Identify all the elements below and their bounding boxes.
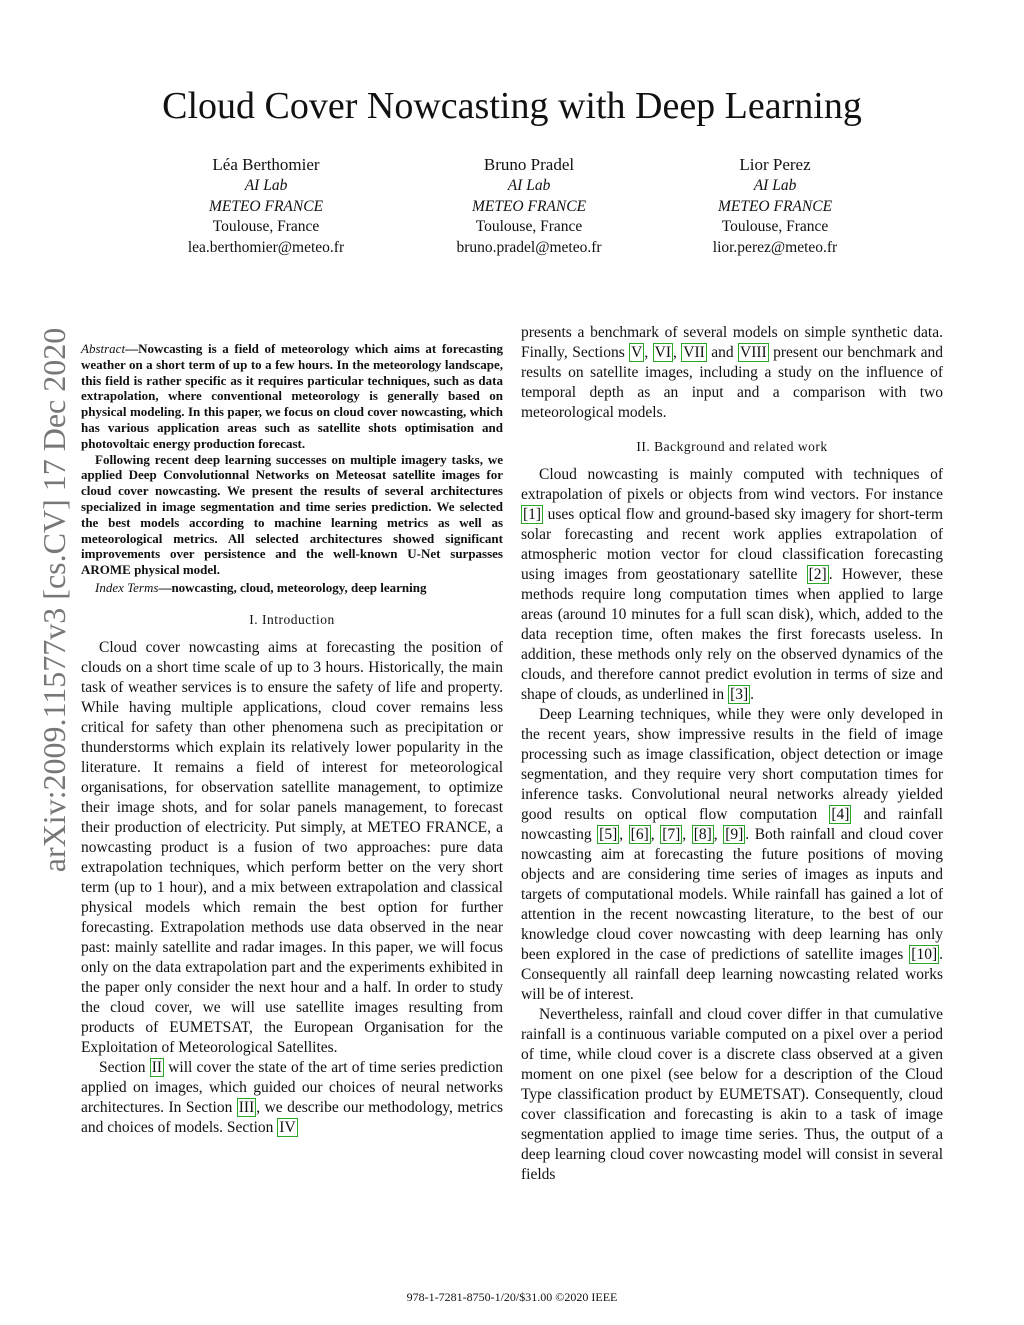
text-run: ,	[644, 344, 653, 361]
citation-link[interactable]: [9]	[725, 826, 744, 843]
author-name: Bruno Pradel	[483, 155, 575, 174]
left-column	[81, 341, 503, 1138]
abstract-paragraph-1	[81, 341, 503, 452]
citation-link[interactable]: [4]	[831, 806, 850, 823]
text-run: will cover the state of the art of time series prediction applied on images, which guided our choices of neural networks architectures. In Section	[81, 1058, 503, 1116]
paper-title: Cloud Cover Nowcasting with Deep Learning	[162, 85, 862, 127]
background-paragraph-3: Nevertheless, rainfall and cloud cover differ in that cumulative rainfall is a continuous variable computed on a pixel over a period of time, while cloud cover is a discrete class observed at a given moment on one pixel (see below for a description of the Cloud Type classification product by EUMETSAT). Consequently, cloud cover classification and forecasting is akin to a task of image segmentation applied to image time series. Thus, the output of a deep learning cloud cover nowcasting model will consist in several fields	[521, 1006, 943, 1183]
abstract-text: —Nowcasting is a field of meteorology which aims at forecasting weather on a short term of up to a few hours. In the meteorology landscape, this field is rather specific as it requires particular techniques, such as data extrapolation, where conventional meteorology is generally based on physical modeling. In this paper, we focus on cloud cover nowcasting, which has various application areas such as satellite shots optimisation and photovoltaic energy production forecast.	[81, 341, 503, 451]
text-run: , we describe our methodology, metrics and choices of models. Section	[81, 1098, 503, 1136]
author-block-3	[660, 154, 890, 258]
author-email: bruno.pradel@meteo.fr	[456, 238, 602, 256]
section-ref-link[interactable]: VI	[654, 344, 671, 361]
text-run: ,	[682, 826, 692, 843]
text-run: ,	[673, 344, 682, 361]
author-email: lior.perez@meteo.fr	[712, 238, 838, 256]
abstract-paragraph-2: Following recent deep learning successes on multiple imagery tasks, we applied Deep Convolutionnal Networks on Meteosat satellite images for cloud cover nowcasting. We present the results of several architectures specialized in image segmentation and time series prediction. We selected the best models according to machine learning metrics as well as meteorological metrics. All selected architectures showed significant improvements over persistence and the well-known U-Net surpasses AROME physical model.	[81, 451, 503, 578]
citation-link[interactable]: [1]	[523, 506, 542, 523]
arxiv-identifier: arXiv:2009.11577v3 [cs.CV] 17 Dec 2020	[36, 327, 72, 873]
section-heading-introduction: I. Introduction	[249, 611, 335, 627]
citation-link[interactable]: [10]	[911, 946, 938, 963]
text-run: Cloud nowcasting is mainly computed with techniques of extrapolation of pixels or objects from wind vectors. For instance	[521, 466, 943, 503]
citation-link[interactable]: [8]	[693, 826, 712, 843]
author-lab: AI Lab	[753, 177, 797, 194]
text-run: Deep Learning techniques, while they were only developed in the recent years, show impressive results in the field of image processing such as image classification, object detection or image segmentation, and they require very short computation times for inference tasks. Convolutional neural networks already yielded good results on optical flow computation	[521, 706, 943, 823]
intro-paragraph-1: Cloud cover nowcasting aims at forecasting the position of clouds on a short time scale of up to 3 hours. Historically, the main task of weather services is to ensure the safety of life and property. While having multiple applications, cloud cover remains less critical for safety than other phenomena such as precipitation or thunderstorms which explain its relatively lower popularity in the literature. It remains a field of interest for meteorological organisations, for observation satellite management, to optimize their image shots, and for solar panels management, to forecast their production of electricity. Put simply, at METEO FRANCE, a nowcasting product is a fusion of two approaches: pure data extrapolation techniques, which perform better on the very short term (up to 1 hour), and a mix between extrapolation and classical physical models which remain the best option for further forecasting. Extrapolation methods use data observed in the near past: mainly satellite and radar images. In this paper, we will focus only on the data extrapolation part and the experiments exhibited in the paper only consider the next hour and a half. In order to study the cloud cover, we will use satellite images resulting from products of EUMETSAT, the European Organisation for the Exploitation of Meteorological Satellites.	[81, 638, 503, 1056]
citation-link[interactable]: [6]	[630, 826, 649, 843]
text-run: and rainfall nowcasting	[521, 806, 943, 843]
text-run: .	[750, 686, 755, 703]
intro-continuation	[521, 323, 943, 423]
section-ref-link[interactable]: VIII	[740, 344, 767, 361]
text-run: ,	[713, 826, 724, 843]
section-ref-link[interactable]: III	[238, 1098, 255, 1116]
citation-link[interactable]: [3]	[730, 686, 749, 703]
text-run: ,	[619, 826, 629, 843]
section-ref-link[interactable]: II	[151, 1058, 163, 1076]
index-terms	[81, 580, 503, 596]
author-name: Lior Perez	[739, 155, 811, 174]
text-run: presents a benchmark of several models on simple synthetic data. Finally, Sections	[521, 324, 943, 361]
section-ref-link[interactable]: V	[631, 344, 643, 361]
text-run: and	[706, 344, 739, 361]
section-heading-background: II. Background and related work	[636, 439, 828, 454]
author-location: Toulouse, France	[475, 218, 583, 235]
background-paragraph-2	[521, 705, 943, 1005]
right-column	[521, 323, 943, 1185]
citation-link[interactable]: [2]	[808, 566, 827, 583]
author-org: METEO FRANCE	[471, 197, 587, 215]
author-block-2	[414, 154, 644, 258]
index-terms-label: Index Terms	[95, 579, 159, 595]
author-lab: AI Lab	[244, 177, 288, 194]
author-org: METEO FRANCE	[717, 197, 833, 215]
author-org: METEO FRANCE	[208, 197, 324, 215]
author-name: Léa Berthomier	[212, 155, 320, 174]
text-run: Section	[99, 1058, 150, 1076]
citation-link[interactable]: [7]	[662, 826, 681, 843]
citation-link[interactable]: [5]	[599, 826, 618, 843]
author-email: lea.berthomier@meteo.fr	[187, 238, 345, 256]
author-block-1	[151, 154, 381, 258]
author-location: Toulouse, France	[212, 218, 320, 235]
author-lab: AI Lab	[507, 177, 551, 194]
section-ref-link[interactable]: VII	[683, 344, 705, 361]
intro-paragraph-2	[81, 1058, 503, 1138]
copyright-footer: 978-1-7281-8750-1/20/$31.00 ©2020 IEEE	[406, 1290, 618, 1304]
author-location: Toulouse, France	[721, 218, 829, 235]
text-run: present our benchmark and results on satellite images, including a study on the influence of temporal depth as an input and a comparison with two meteorological models.	[521, 344, 944, 421]
section-ref-link[interactable]: IV	[279, 1118, 296, 1136]
index-terms-text: —nowcasting, cloud, meteorology, deep learning	[158, 579, 427, 595]
text-run: . However, these methods require long computation times when applied to large areas (around 10 minutes for a full scan disk), which, added to the data reception time, often makes the first forecasts useless. In addition, these methods only rely on the observed dynamics of the clouds, and therefore cannot predict evolution in terms of size and shape of clouds, as underlined in	[521, 566, 944, 703]
text-run: . Both rainfall and cloud cover nowcasting aim at forecasting the future positions of moving objects and are considering time series of images as inputs and targets of computational models. While rainfall has gained a lot of attention in the recent nowcasting literature, to the best of our knowledge cloud cover nowcasting with deep learning has only been explored in the case of predictions of satellite images	[521, 826, 944, 963]
abstract-label: Abstract	[81, 341, 126, 356]
background-paragraph-1	[521, 465, 943, 705]
text-run: ,	[650, 826, 661, 843]
text-run: uses optical flow and ground-based sky imagery for short-term solar forecasting and recent work applies extrapolation of atmospheric motion vector for cloud classification forecasting using images from geostationary satellite	[521, 506, 943, 583]
text-run: . Consequently all rainfall deep learning nowcasting related works will be of interest.	[521, 946, 943, 1003]
